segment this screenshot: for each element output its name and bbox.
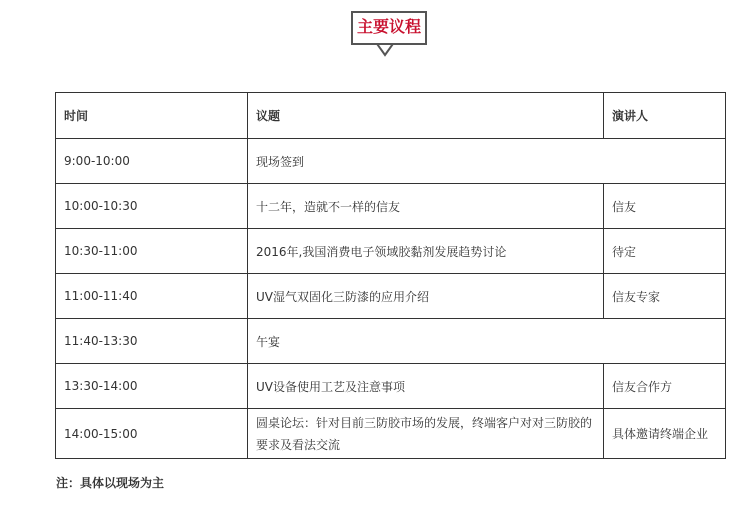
topic-cell: 午宴 <box>248 319 726 364</box>
topic-cell: 圆桌论坛：针对目前三防胶市场的发展，终端客户对对三防胶的要求及看法交流 <box>248 409 604 459</box>
speaker-cell: 信友专家 <box>604 274 726 319</box>
table-row <box>56 409 726 459</box>
topic-cell: UV湿气双固化三防漆的应用介绍 <box>248 274 604 319</box>
table-row <box>56 364 726 409</box>
column-header-time: 时间 <box>56 93 248 139</box>
time-cell: 13:30-14:00 <box>56 364 248 409</box>
table-row <box>56 229 726 274</box>
column-header-topic: 议题 <box>248 93 604 139</box>
speaker-cell: 信友 <box>604 184 726 229</box>
table-row <box>56 139 726 184</box>
footnote: 注：具体以现场为主 <box>56 476 165 490</box>
time-cell: 10:00-10:30 <box>56 184 248 229</box>
section-title <box>351 11 427 56</box>
time-cell: 9:00-10:00 <box>56 139 248 184</box>
topic-cell: UV设备使用工艺及注意事项 <box>248 364 604 409</box>
section-title-text: 主要议程 <box>356 17 421 36</box>
topic-cell: 2016年,我国消费电子领域胶黏剂发展趋势讨论 <box>248 229 604 274</box>
table-header-row <box>56 93 726 139</box>
time-cell: 14:00-15:00 <box>56 409 248 459</box>
speaker-cell: 具体邀请终端企业 <box>604 409 726 459</box>
topic-cell: 现场签到 <box>248 139 726 184</box>
speaker-cell: 待定 <box>604 229 726 274</box>
speaker-cell: 信友合作方 <box>604 364 726 409</box>
table-row <box>56 319 726 364</box>
table-row <box>56 274 726 319</box>
agenda-table <box>55 92 726 459</box>
time-cell: 11:40-13:30 <box>56 319 248 364</box>
time-cell: 11:00-11:40 <box>56 274 248 319</box>
column-header-speaker: 演讲人 <box>604 93 726 139</box>
time-cell: 10:30-11:00 <box>56 229 248 274</box>
table-row <box>56 184 726 229</box>
topic-cell: 十二年，造就不一样的信友 <box>248 184 604 229</box>
